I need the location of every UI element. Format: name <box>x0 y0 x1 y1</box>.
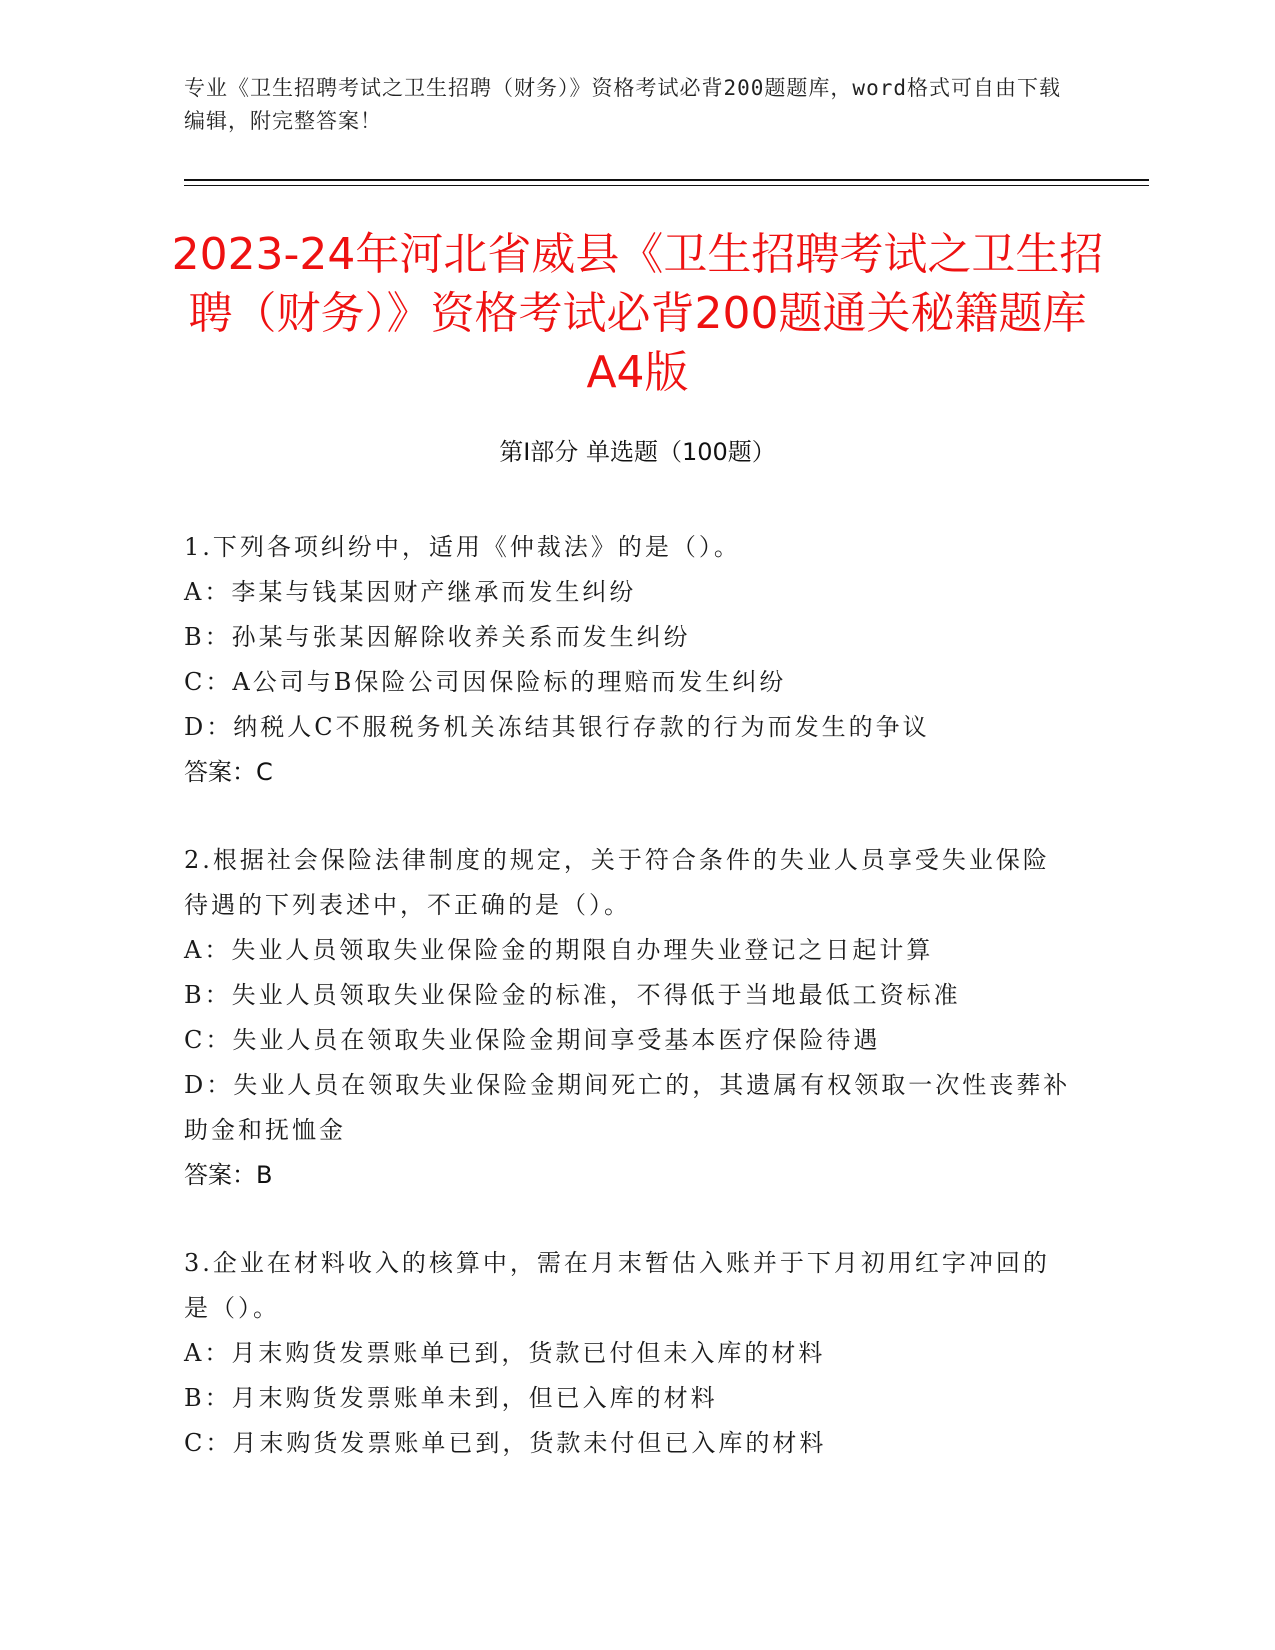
section-title: 第Ⅰ部分 单选题（100题） <box>499 438 776 466</box>
answer: 答案：C <box>184 758 273 786</box>
option-c: C：月末购货发票账单已到，货款未付但已入库的材料 <box>184 1429 827 1457</box>
option-b: B：月末购货发票账单未到，但已入库的材料 <box>184 1384 718 1412</box>
option-b: B：失业人员领取失业保险金的标准，不得低于当地最低工资标准 <box>184 981 961 1009</box>
option-c: C：失业人员在领取失业保险金期间享受基本医疗保险待遇 <box>184 1026 881 1054</box>
question-stem: 2.根据社会保险法律制度的规定，关于符合条件的失业人员享受失业保险待遇的下列表述中，不正确的是（）。 <box>184 846 1050 919</box>
question-3 <box>184 1241 1074 1466</box>
option-b: B：孙某与张某因解除收养关系而发生纠纷 <box>184 623 691 651</box>
header-rule-thick <box>184 179 1149 181</box>
question-stem: 1.下列各项纠纷中，适用《仲裁法》的是（）。 <box>184 533 741 561</box>
option-d: D：失业人员在领取失业保险金期间死亡的，其遗属有权领取一次性丧葬补助金和抚恤金 <box>184 1071 1071 1144</box>
header-note: 专业《卫生招聘考试之卫生招聘（财务）》资格考试必背200题题库，word格式可自由下载编辑，附完整答案！ <box>184 76 1061 133</box>
question-1 <box>184 525 1074 795</box>
answer: 答案：B <box>184 1161 273 1189</box>
option-a: A：李某与钱某因财产继承而发生纠纷 <box>184 578 637 606</box>
option-c: C：A公司与B保险公司因保险标的理赔而发生纠纷 <box>184 668 787 696</box>
header-rule-thin <box>184 185 1149 186</box>
question-list <box>184 525 1074 1509</box>
document-title: 2023-24年河北省威县《卫生招聘考试之卫生招聘（财务）》资格考试必背200题通关秘籍题库A4版 <box>171 229 1104 398</box>
question-stem: 3.企业在材料收入的核算中，需在月末暂估入账并于下月初用红字冲回的是（）。 <box>184 1249 1050 1322</box>
option-a: A：失业人员领取失业保险金的期限自办理失业登记之日起计算 <box>184 936 934 964</box>
option-d: D：纳税人C不服税务机关冻结其银行存款的行为而发生的争议 <box>184 713 930 741</box>
option-a: A：月末购货发票账单已到，货款已付但未入库的材料 <box>184 1339 826 1367</box>
question-2 <box>184 838 1074 1198</box>
